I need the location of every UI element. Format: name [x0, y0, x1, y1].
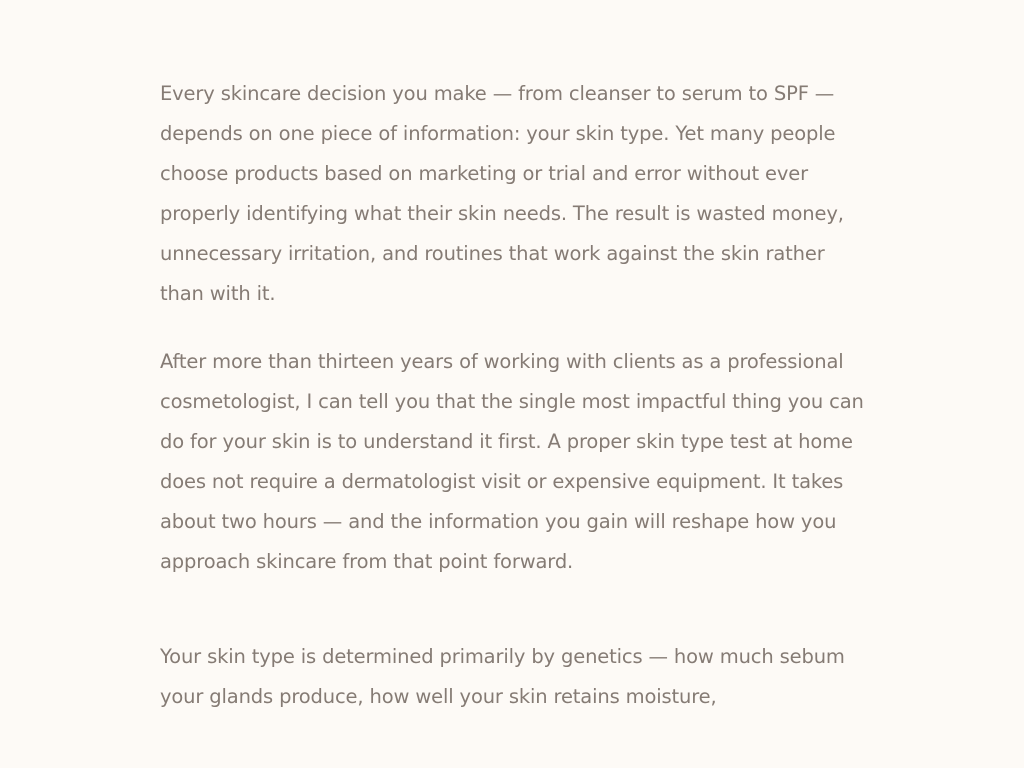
genetics-paragraph: Your skin type is determined primarily by genetics — how much sebum your glands produce, how well your skin retains moisture,	[160, 645, 845, 708]
intro-paragraph: Every skincare decision you make — from cleanser to serum to SPF — depends on one piece of information: your skin type. Yet many people choose products based on marketing or trial and error without ever properly identifying what their skin needs. The result is wasted money, unnecessary irritation, and routines that work against the skin rather than with it.	[160, 82, 844, 305]
article-body	[160, 74, 870, 745]
experience-paragraph: After more than thirteen years of working with clients as a professional cosmetologist, I can tell you that the single most impactful thing you can do for your skin is to understand it first. A proper skin type test at home does not require a dermatologist visit or expensive equipment. It takes about two hours — and the information you gain will reshape how you approach skincare from that point forward.	[160, 350, 864, 573]
